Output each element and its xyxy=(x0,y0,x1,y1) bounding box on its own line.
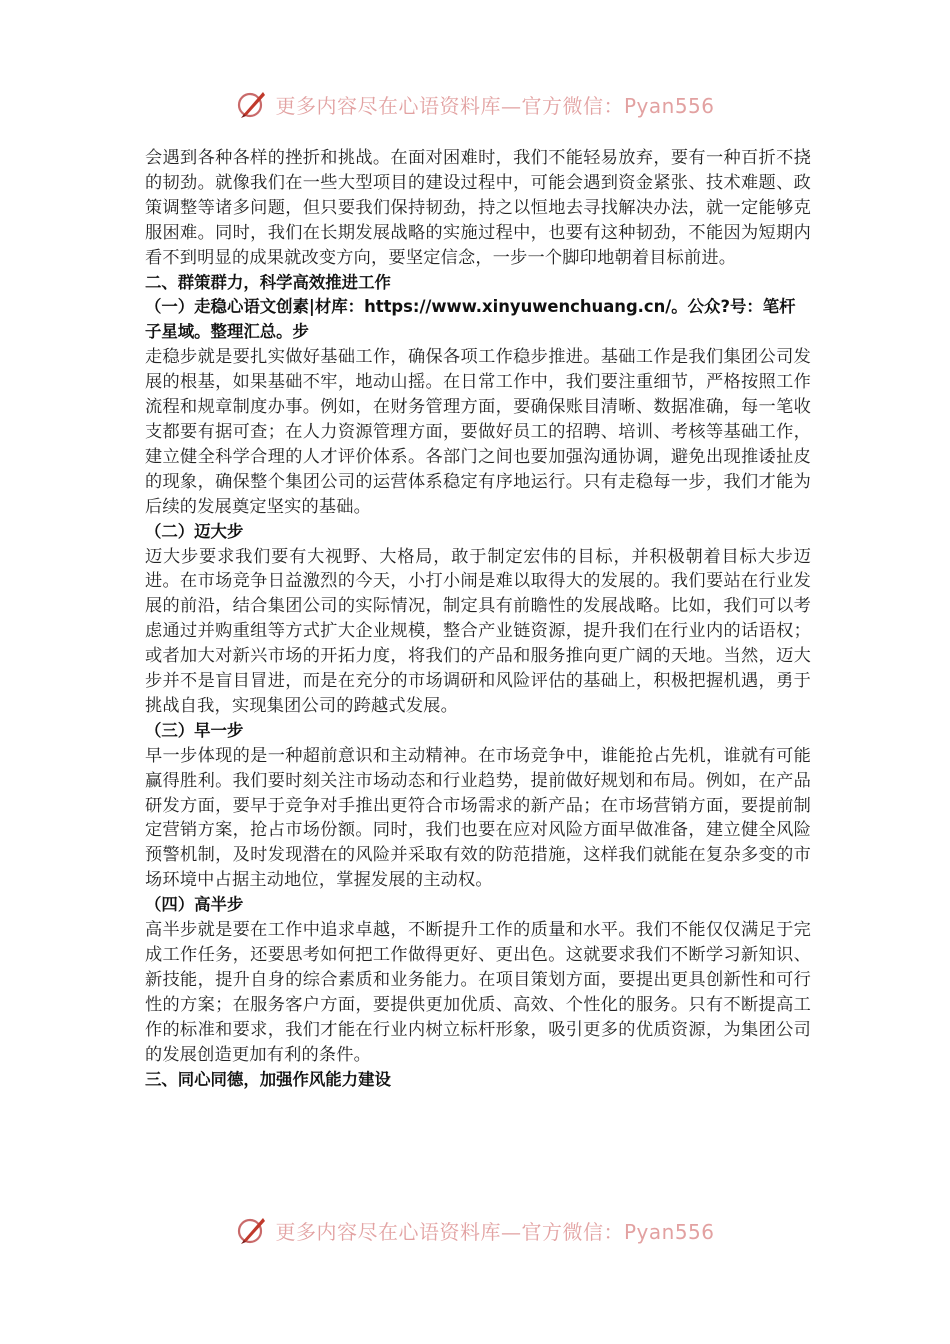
paragraph-early-step: 早一步体现的是一种超前意识和主动精神。在市场竞争中，谁能抢占先机，谁就有可能赢得胜利。我们要时刻关注市场动态和行业趋势，提前做好规划和布局。例如，在产品研发方面，要早于竞争对手推出更符合市场需求的新产品；在市场营销方面，要提前制定营销方案，抢占市场份额。同时，我们也要在应对风险方面早做准备，建立健全风险预警机制，及时发现潜在的风险并采取有效的防范措施，这样我们就能在复杂多变的市场环境中占据主动地位，掌握发展的主动权。 xyxy=(145,745,811,891)
document-body xyxy=(145,146,811,1092)
subheading-1: （一）走稳心语文创素|材库：https://www.xinyuwenchuang.cn/。公众?号：笔杆子星域。整理汇总。步 xyxy=(145,297,796,342)
paragraph-continuation: 会遇到各种各样的挫折和挑战。在面对困难时，我们不能轻易放弃，要有一种百折不挠的韧劲。就像我们在一些大型项目的建设过程中，可能会遇到资金紧张、技术难题、政策调整等诸多问题，但只要我们保持韧劲，持之以恒地去寻找解决办法，就一定能够克服困难。同时，我们在长期发展战略的实施过程中，也要有这种韧劲，不能因为短期内看不到明显的成果就改变方向，要坚定信念，一步一个脚印地朝着目标前进。 xyxy=(145,148,811,268)
watermark-text: 更多内容尽在心语资料库—官方微信：Pyan556 xyxy=(275,93,715,118)
paragraph-big-step: 迈大步要求我们要有大视野、大格局，敢于制定宏伟的目标，并积极朝着目标大步迈进。在市场竞争日益激烈的今天，小打小闹是难以取得大的发展的。我们要站在行业发展的前沿，结合集团公司的实际情况，制定具有前瞻性的发展战略。比如，我们可以考虑通过并购重组等方式扩大企业规模，整合产业链资源，提升我们在行业内的话语权；或者加大对新兴市场的开拓力度，将我们的产品和服务推向更广阔的天地。当然，迈大步并不是盲目冒进，而是在充分的市场调研和风险评估的基础上，积极把握机遇，勇于挑战自我，实现集团公司的跨越式发展。 xyxy=(145,546,811,716)
subheading-2: （二）迈大步 xyxy=(145,521,244,541)
quill-pen-logo-icon xyxy=(235,1213,269,1247)
paragraph-half-step-higher: 高半步就是要在工作中追求卓越，不断提升工作的质量和水平。我们不能仅仅满足于完成工作任务，还要思考如何把工作做得更好、更出色。这就要求我们不断学习新知识、新技能，提升自身的综合素质和业务能力。在项目策划方面，要提出更具创新性和可行性的方案；在服务客户方面，要提供更加优质、高效、个性化的服务。只有不断提高工作的标准和要求，我们才能在行业内树立标杆形象，吸引更多的优质资源，为集团公司的发展创造更加有利的条件。 xyxy=(145,920,811,1065)
header-watermark-banner xyxy=(0,84,950,124)
paragraph-steady-step: 走稳步就是要扎实做好基础工作，确保各项工作稳步推进。基础工作是我们集团公司发展的根基，如果基础不牢，地动山摇。在日常工作中，我们要注重细节，严格按照工作流程和规章制度办事。例如，在财务管理方面，要确保账目清晰、数据准确，每一笔收支都要有据可查；在人力资源管理方面，要做好员工的招聘、培训、考核等基础工作，建立健全科学合理的人才评价体系。各部门之间也要加强沟通协调，避免出现推诿扯皮的现象，确保整个集团公司的运营体系稳定有序地运行。只有走稳每一步，我们才能为后续的发展奠定坚实的基础。 xyxy=(145,347,811,517)
subheading-3: （三）早一步 xyxy=(145,720,244,740)
subheading-4: （四）高半步 xyxy=(145,895,244,915)
quill-pen-logo-icon xyxy=(235,87,269,121)
watermark-text: 更多内容尽在心语资料库—官方微信：Pyan556 xyxy=(275,1219,715,1244)
section-heading-3: 三、同心同德，加强作风能力建设 xyxy=(145,1069,391,1089)
section-heading-2: 二、群策群力，科学高效推进工作 xyxy=(145,272,391,292)
footer-watermark-banner xyxy=(0,1210,950,1250)
